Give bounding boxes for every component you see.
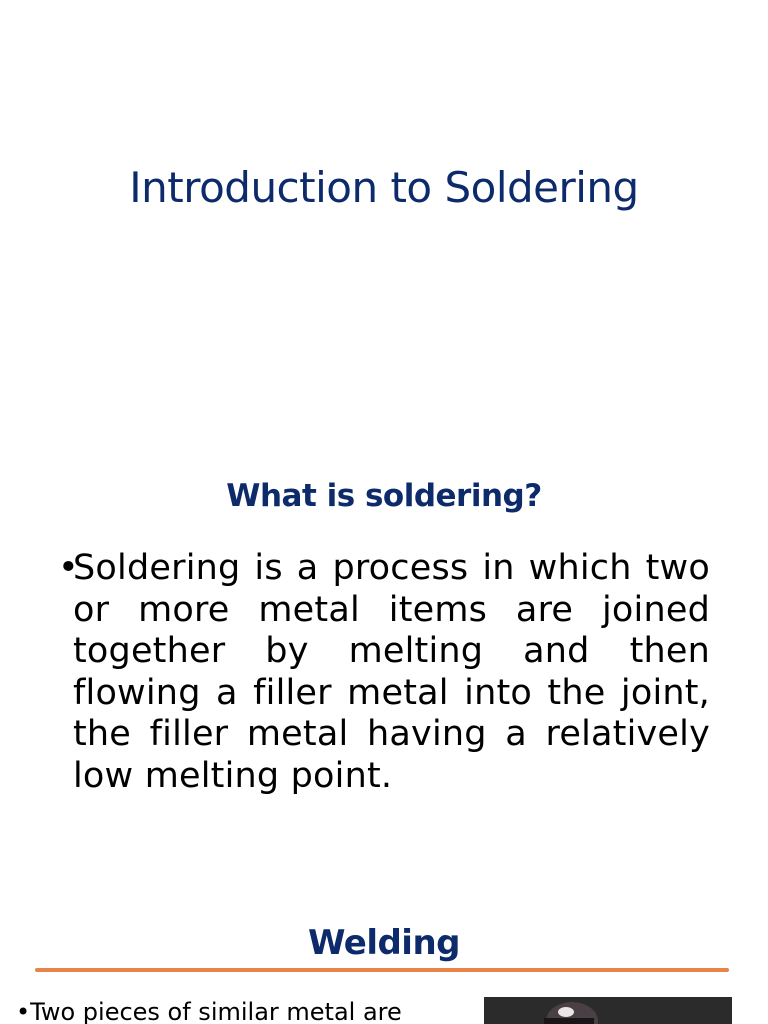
welding-helmet-image [484,997,732,1024]
slide-title: Introduction to Soldering [129,163,639,212]
welding-photo [484,997,732,1024]
bullet-icon: • [58,548,79,588]
soldering-definition-text: Soldering is a process in which two or more metal items are joined together by melting and then flowing a filler metal into the joint, the filler metal having a relatively low melting point. [73,548,710,796]
soldering-heading: What is soldering? [226,478,542,514]
heading-divider [35,968,729,972]
bullet-icon: • [16,998,31,1024]
soldering-definition-bullet [58,548,710,797]
welding-bullet [16,996,476,1024]
welding-heading: Welding [307,923,461,963]
welding-bullet-text: Two pieces of similar metal are [30,998,402,1024]
